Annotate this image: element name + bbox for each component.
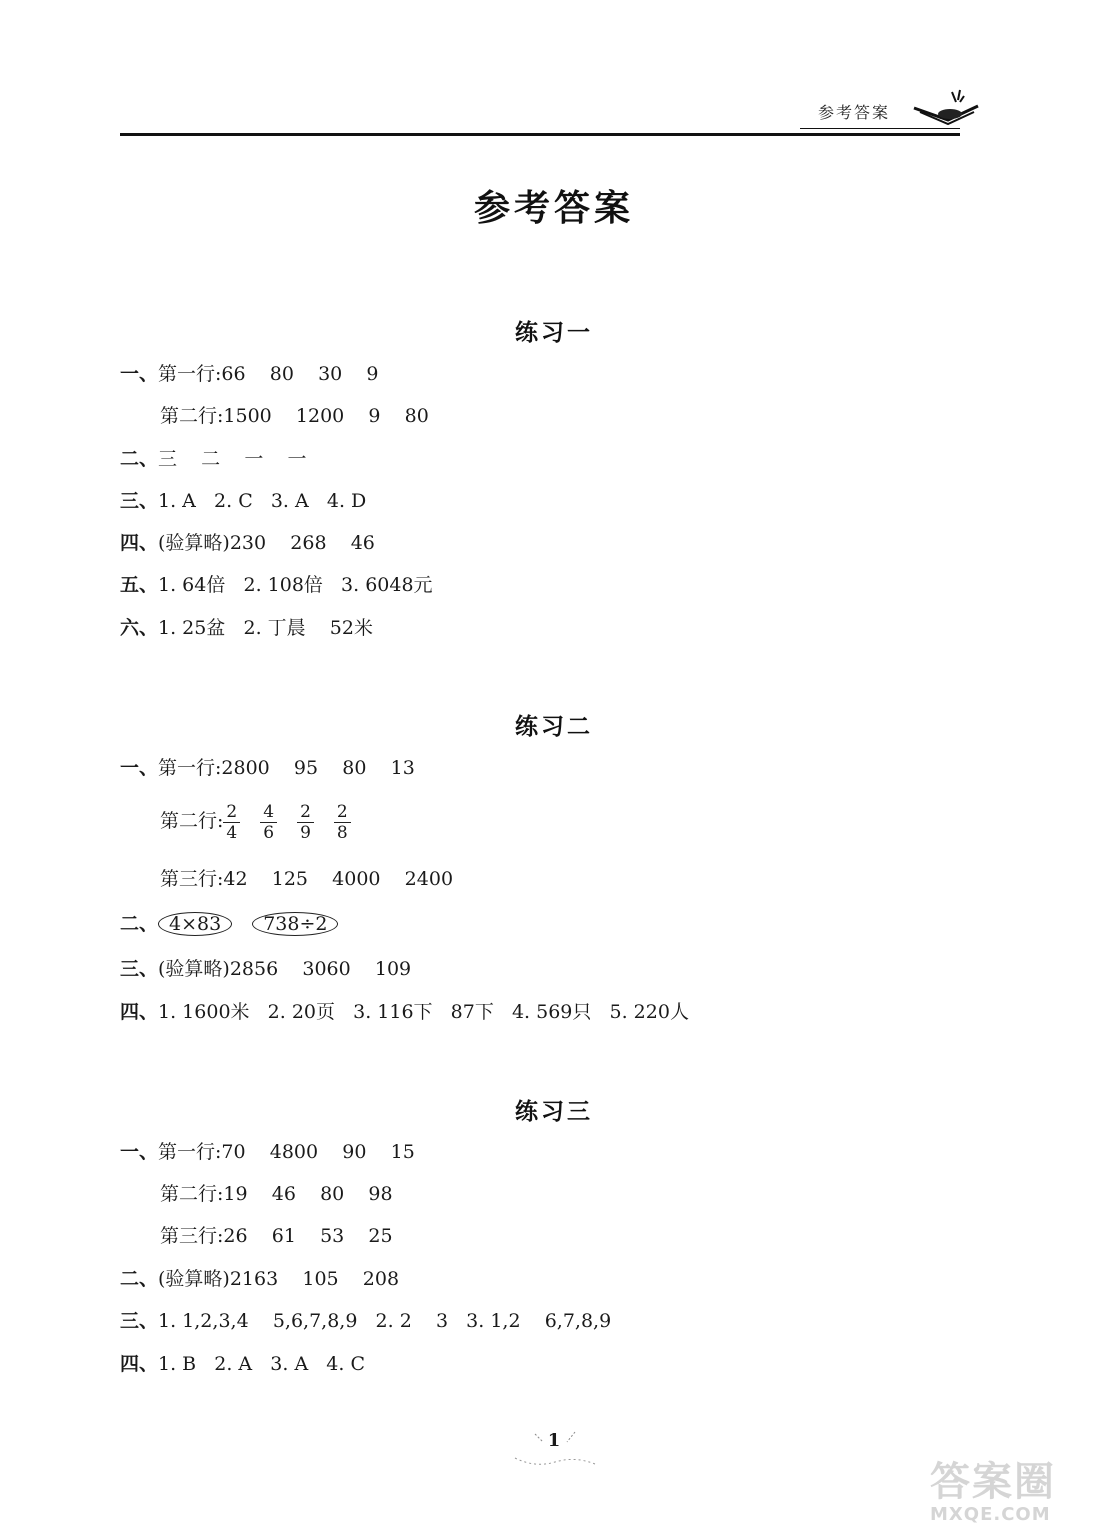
answer-text: 26 61 53 25 (223, 1225, 393, 1247)
answer-line (160, 796, 371, 846)
page-number: 1 (547, 1430, 561, 1451)
item-prefix: 一、 (120, 757, 159, 779)
answer-text: 1. B 2. A 3. A 4. C (158, 1353, 365, 1375)
answer-text: 1. 25盆 2. 丁晨 52米 (158, 617, 373, 639)
row-label: 第三行: (160, 1225, 224, 1247)
answer-text: 66 80 30 9 (221, 363, 379, 385)
answer-line (120, 1307, 611, 1335)
item-prefix: 四、 (120, 1001, 159, 1023)
item-prefix: 一、 (120, 1141, 159, 1163)
row-label: 第一行: (158, 757, 222, 779)
answer-text: 1. 1600米 2. 20页 3. 116下 87下 4. 569只 5. 220人 (158, 1001, 689, 1023)
item-prefix: 三、 (120, 490, 159, 512)
item-prefix: 二、 (120, 1268, 159, 1290)
answer-line (120, 754, 415, 782)
item-prefix: 三、 (120, 958, 159, 980)
answer-text: (验算略)230 268 46 (158, 532, 375, 554)
fraction-denominator: 8 (336, 822, 348, 843)
fraction-denominator: 4 (226, 822, 238, 843)
answer-text: (验算略)2163 105 208 (158, 1268, 400, 1290)
answer-line (120, 571, 433, 599)
answer-line (120, 614, 373, 642)
answer-text: 1500 1200 9 80 (223, 405, 429, 427)
item-prefix: 三、 (120, 1310, 159, 1332)
row-label: 第一行: (158, 363, 222, 385)
answer-text: 1. 64倍 2. 108倍 3. 6048元 (158, 574, 433, 596)
item-prefix: 四、 (120, 532, 159, 554)
answer-text: 1. A 2. C 3. A 4. D (158, 490, 367, 512)
fraction-denominator: 9 (300, 822, 311, 843)
item-prefix: 一、 (120, 363, 159, 385)
fraction-numerator: 2 (297, 802, 314, 823)
answer-line (120, 445, 307, 473)
circled-answer: 738÷2 (252, 912, 338, 936)
watermark-logo-text: 答案圈 (930, 1459, 1056, 1505)
row-label: 第一行: (158, 1141, 222, 1163)
answer-text: 1. 1,2,3,4 5,6,7,8,9 2. 2 3 3. 1,2 6,7,8,9 (158, 1310, 612, 1332)
row-label: 第三行: (160, 868, 224, 890)
answer-text: 2800 95 80 13 (221, 757, 415, 779)
item-prefix: 五、 (120, 574, 159, 596)
section-title: 练习三 (515, 1099, 593, 1125)
header-rule (120, 133, 960, 136)
answer-line (120, 360, 379, 388)
answer-line (120, 529, 375, 557)
fraction-numerator: 2 (223, 802, 240, 823)
header-label: 参考答案 (818, 103, 891, 122)
page-title: 参考答案 (473, 188, 634, 229)
answer-line (160, 865, 453, 893)
fraction-numerator: 4 (260, 802, 277, 823)
answer-line (120, 955, 411, 983)
answer-line (120, 998, 689, 1026)
item-prefix: 六、 (120, 617, 159, 639)
fraction (297, 802, 314, 843)
section-title: 练习一 (515, 320, 593, 346)
answer-text: 19 46 80 98 (223, 1183, 393, 1205)
answer-line (120, 487, 366, 515)
item-prefix: 四、 (120, 1353, 159, 1375)
fraction-numerator: 2 (334, 802, 351, 823)
answer-line (120, 910, 358, 938)
answer-line (120, 1350, 365, 1378)
fraction-denominator: 6 (263, 822, 275, 843)
item-prefix: 二、 (120, 913, 159, 935)
book-icon (908, 86, 984, 134)
answer-line (120, 1138, 415, 1166)
answer-text: 三 二 一 一 (158, 448, 307, 470)
row-label: 第二行: (160, 1183, 224, 1205)
watermark-url: MXQE.COM (930, 1504, 1051, 1525)
answer-line (160, 402, 429, 430)
answer-text: 70 4800 90 15 (221, 1141, 415, 1163)
watermark (930, 1460, 1100, 1530)
answer-line (120, 1265, 399, 1293)
item-prefix: 二、 (120, 448, 159, 470)
answer-line (160, 1222, 393, 1250)
answer-text: (验算略)2856 3060 109 (158, 958, 412, 980)
fraction (334, 802, 351, 843)
circled-answer: 4×83 (158, 912, 232, 936)
row-label: 第二行: (160, 405, 224, 427)
answer-text: 42 125 4000 2400 (223, 868, 454, 890)
row-label: 第二行: (160, 810, 224, 832)
fraction (223, 802, 240, 843)
fraction (260, 802, 277, 843)
section-title: 练习二 (515, 714, 593, 740)
answer-line (160, 1180, 393, 1208)
